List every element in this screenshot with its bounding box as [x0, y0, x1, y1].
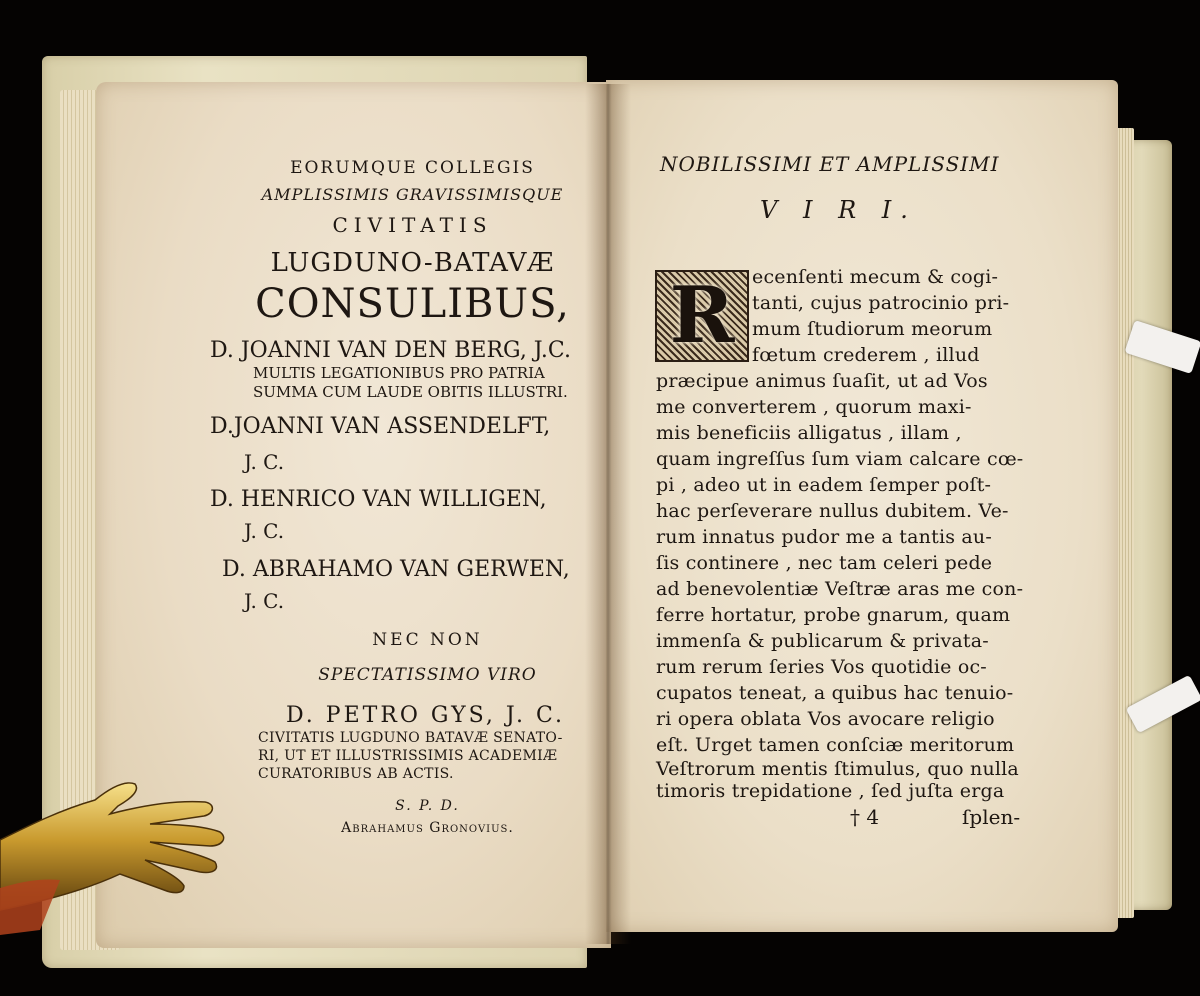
dedicatee-note-5c: CURATORIBUS AB ACTIS.	[258, 766, 454, 782]
dedicatee-note-1a: MULTIS LEGATIONIBUS PRO PATRIA	[253, 364, 545, 382]
spectatissimo-line: SPECTATISSIMO VIRO	[318, 665, 537, 685]
dedicatee-name-5: D. PETRO GYS, J. C.	[285, 703, 566, 728]
brass-hand-page-holder	[0, 770, 240, 940]
body-line: eſt. Urget tamen conſciæ meritorum	[656, 734, 1015, 756]
body-line: ferre hortatur, probe gnarum, quam	[656, 604, 1011, 626]
dedicatee-note-5b: RI, UT ET ILLUSTRISSIMIS ACADEMIÆ	[258, 748, 558, 764]
dedication-line-5: CONSULIBUS,	[255, 281, 570, 327]
dedicatee-note-1b: SUMMA CUM LAUDE OBITIS ILLUSTRI.	[253, 383, 568, 401]
body-line: ſis continere , nec tam celeri pede	[656, 552, 993, 574]
right-page-subtitle: V I R I.	[760, 196, 917, 224]
signature-mark: † 4	[850, 805, 880, 829]
dedicatee-title-2: J. C.	[244, 450, 285, 474]
body-line: ad benevolentiæ Veſtræ aras me con-	[656, 578, 1024, 600]
body-line: me converterem , quorum maxi-	[656, 396, 972, 418]
body-line: hac perſeverare nullus dubitem. Ve-	[656, 500, 1009, 522]
body-line: ecenſenti mecum & cogi-	[752, 266, 999, 288]
body-line: pi , adeo ut in eadem ſemper poſt-	[656, 474, 992, 496]
body-line: mis beneficiis alligatus , illam ,	[656, 422, 962, 444]
dedicatee-note-5	[258, 729, 653, 783]
dedicatee-title-3: J. C.	[244, 519, 285, 543]
body-line: tanti, cujus patrocinio pri-	[752, 292, 1010, 314]
body-line: mum ſtudiorum meorum	[752, 318, 993, 340]
right-page-title: NOBILISSIMI ET AMPLISSIMI	[660, 152, 1000, 176]
body-line: timoris trepidatione , ſed juſta erga	[656, 780, 1005, 802]
dedicatee-title-4: J. C.	[244, 589, 285, 613]
body-line: immenſa & publicarum & privata-	[656, 630, 989, 652]
dedicatee-note-5a: CIVITATIS LUGDUNO BATAVÆ SENATO-	[258, 730, 563, 746]
dedicatee-name-4: D. ABRAHAMO VAN GERWEN,	[222, 557, 570, 582]
body-line: quam ingreſſus ſum viam calcare cœ-	[656, 448, 1024, 470]
salutem-line: S. P. D.	[395, 798, 460, 814]
dedication-line-2: AMPLISSIMIS GRAVISSIMISQUE	[261, 185, 564, 204]
nec-non-line: NEC NON	[372, 630, 483, 650]
dedication-line-3: CIVITATIS	[332, 213, 493, 237]
dedication-line-4: LUGDUNO-BATAVÆ	[270, 248, 555, 278]
dedicatee-note-1	[253, 364, 648, 402]
body-line: rum rerum ſeries Vos quotidie oc-	[656, 656, 987, 678]
body-line: præcipue animus ſuaſit, ut ad Vos	[656, 370, 988, 392]
body-line: ri opera oblata Vos avocare religio	[656, 708, 995, 730]
dedicatee-name-2: D.JOANNI VAN ASSENDELFT,	[210, 414, 551, 439]
dedication-line-1: EORUMQUE COLLEGIS	[290, 158, 535, 178]
decorated-initial	[655, 270, 749, 362]
body-line: Veſtrorum mentis ſtimulus, quo nulla	[656, 758, 1019, 780]
dedicatee-name-1: D. JOANNI VAN DEN BERG, J.C.	[210, 338, 571, 363]
catchword: ſplen-	[962, 805, 1021, 829]
dedicatee-name-3: D. HENRICO VAN WILLIGEN,	[210, 487, 547, 512]
body-line: fœtum crederem , illud	[752, 344, 980, 366]
author-signature: Abrahamus Gronovius.	[341, 820, 514, 836]
body-line: cupatos teneat, a quibus hac tenuio-	[656, 682, 1014, 704]
body-line: rum innatus pudor me a tantis au-	[656, 526, 992, 548]
decorated-initial-letter: R	[669, 270, 735, 361]
